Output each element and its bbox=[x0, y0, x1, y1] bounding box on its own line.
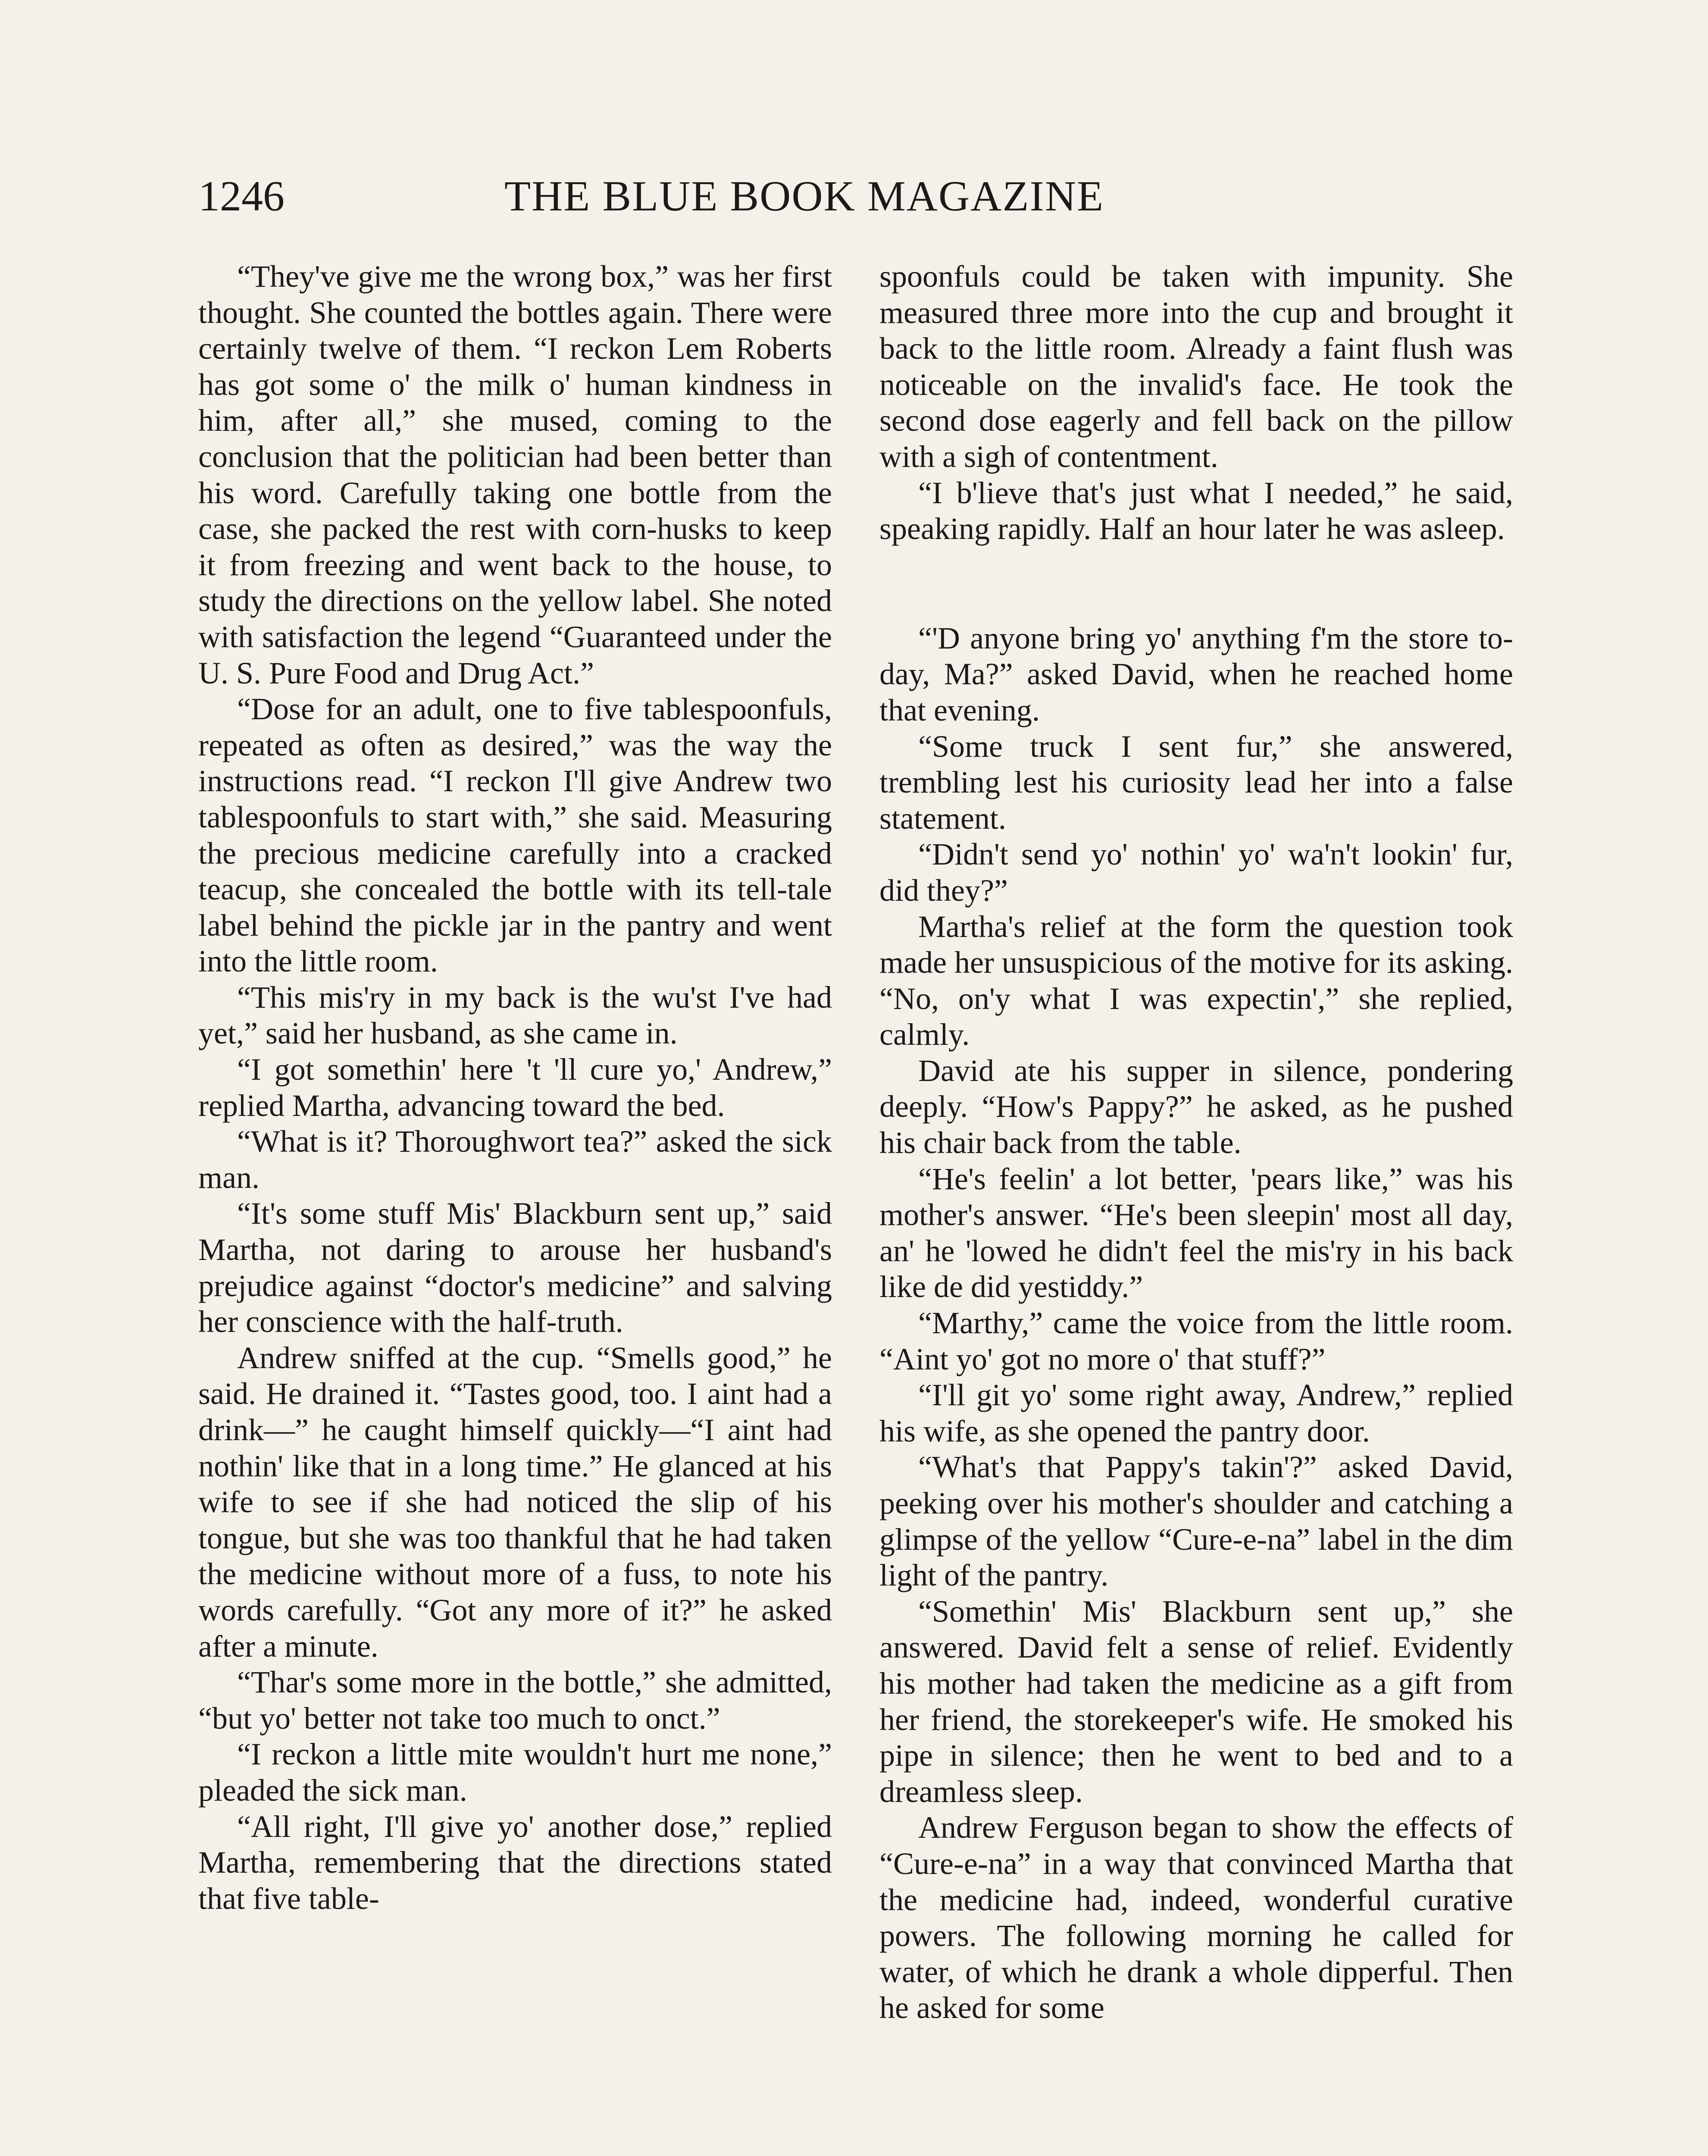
paragraph: “This mis'ry in my back is the wu'st I've had yet,” said her husband, as she came in. bbox=[198, 980, 832, 1051]
section-opening-paragraph: “'D anyone bring yo' anything f'm the store to-day, Ma?” asked David, when he reached home that evening. bbox=[879, 620, 1513, 727]
paragraph: “Somethin' Mis' Blackburn sent up,” she answered. David felt a sense of relief. Evidently his mother had taken the medicine as a gift from her friend, the storekeeper's wife. He smoked his pipe in silence; then he went to bed and to a dreamless sleep. bbox=[879, 1594, 1513, 1809]
paragraph: David ate his supper in silence, pondering deeply. “How's Pappy?” he asked, as he pushed his chair back from the table. bbox=[879, 1053, 1513, 1160]
page-number: 1246 bbox=[198, 172, 285, 220]
paragraph: “Didn't send yo' nothin' yo' wa'n't lookin' fur, did they?” bbox=[879, 837, 1513, 908]
paragraph: “I b'lieve that's just what I needed,” he said, speaking rapidly. Half an hour later he was asleep. bbox=[879, 475, 1513, 546]
paragraph: “Some truck I sent fur,” she answered, trembling lest his curiosity lead her into a false statement. bbox=[879, 729, 1513, 836]
paragraph: “Thar's some more in the bottle,” she admitted, “but yo' better not take too much to onct.” bbox=[198, 1665, 832, 1736]
paragraph: Andrew Ferguson began to show the effects of “Cure-e-na” in a way that convinced Martha that the medicine had, indeed, wonderful curative powers. The following morning he called for water, of which he drank a whole dipperful. Then he asked for some bbox=[879, 1810, 1513, 2025]
paragraph: “He's feelin' a lot better, 'pears like,” was his mother's answer. “He's been sleepin' most all day, an' he 'lowed he didn't feel the mis'ry in his back like de did yestiddy.” bbox=[879, 1161, 1513, 1304]
magazine-title: THE BLUE BOOK MAGAZINE bbox=[504, 172, 1104, 220]
paragraph: Martha's relief at the form the question took made her unsuspicious of the motive for its asking. “No, on'y what I was expectin',” she replied, calmly. bbox=[879, 909, 1513, 1052]
paragraph: “I'll git yo' some right away, Andrew,” replied his wife, as she opened the pantry door. bbox=[879, 1378, 1513, 1448]
paragraph: “All right, I'll give yo' another dose,” replied Martha, remembering that the directions stated that five table- bbox=[198, 1809, 832, 1916]
paragraph: “I reckon a little mite wouldn't hurt me none,” pleaded the sick man. bbox=[198, 1737, 832, 1808]
paragraph: “Dose for an adult, one to five tablespoonfuls, repeated as often as desired,” was the way the instructions read. “I reckon I'll give Andrew two tablespoonfuls to start with,” she said. Measuring the precious medicine carefully into a cracked teacup, she concealed the bottle with its tell-tale label behind the pickle jar in the pantry and went into the little room. bbox=[198, 692, 832, 979]
paragraph-continued: spoonfuls could be taken with impunity. She measured three more into the cup and brought it back to the little room. Already a faint flush was noticeable on the invalid's face. He took the second dose eagerly and fell back on the pillow with a sigh of contentment. bbox=[879, 259, 1513, 474]
right-text-column bbox=[879, 259, 1513, 2026]
paragraph: “Marthy,” came the voice from the little room. “Aint yo' got no more o' that stuff?” bbox=[879, 1306, 1513, 1376]
paragraph: “They've give me the wrong box,” was her first thought. She counted the bottles again. There were certainly twelve of them. “I reckon Lem Roberts has got some o' the milk o' human kindness in him, after all,” she mused, coming to the conclusion that the politician had been better than his word. Carefully taking one bottle from the case, she packed the rest with corn-husks to keep it from freezing and went back to the house, to study the directions on the yellow label. She noted with satisfaction the legend “Guaranteed under the U. S. Pure Food and Drug Act.” bbox=[198, 259, 832, 690]
running-header bbox=[198, 166, 1211, 226]
paragraph: “What's that Pappy's takin'?” asked David, peeking over his mother's shoulder and catching a glimpse of the yellow “Cure-e-na” label in the dim light of the pantry. bbox=[879, 1450, 1513, 1593]
paragraph: “I got somethin' here 't 'll cure yo,' Andrew,” replied Martha, advancing toward the bed. bbox=[198, 1052, 832, 1123]
paragraph: “What is it? Thoroughwort tea?” asked the sick man. bbox=[198, 1124, 832, 1195]
paragraph: “It's some stuff Mis' Blackburn sent up,” said Martha, not daring to arouse her husband's prejudice against “doctor's medicine” and salving her conscience with the half-truth. bbox=[198, 1196, 832, 1339]
paragraph: Andrew sniffed at the cup. “Smells good,” he said. He drained it. “Tastes good, too. I aint had a drink—” he caught himself quickly—“I aint had nothin' like that in a long time.” He glanced at his wife to see if she had noticed the slip of his tongue, but she was too thankful that he had taken the medicine without more of a fuss, to note his words carefully. “Got any more of it?” he asked after a minute. bbox=[198, 1340, 832, 1664]
left-text-column bbox=[198, 259, 832, 1917]
